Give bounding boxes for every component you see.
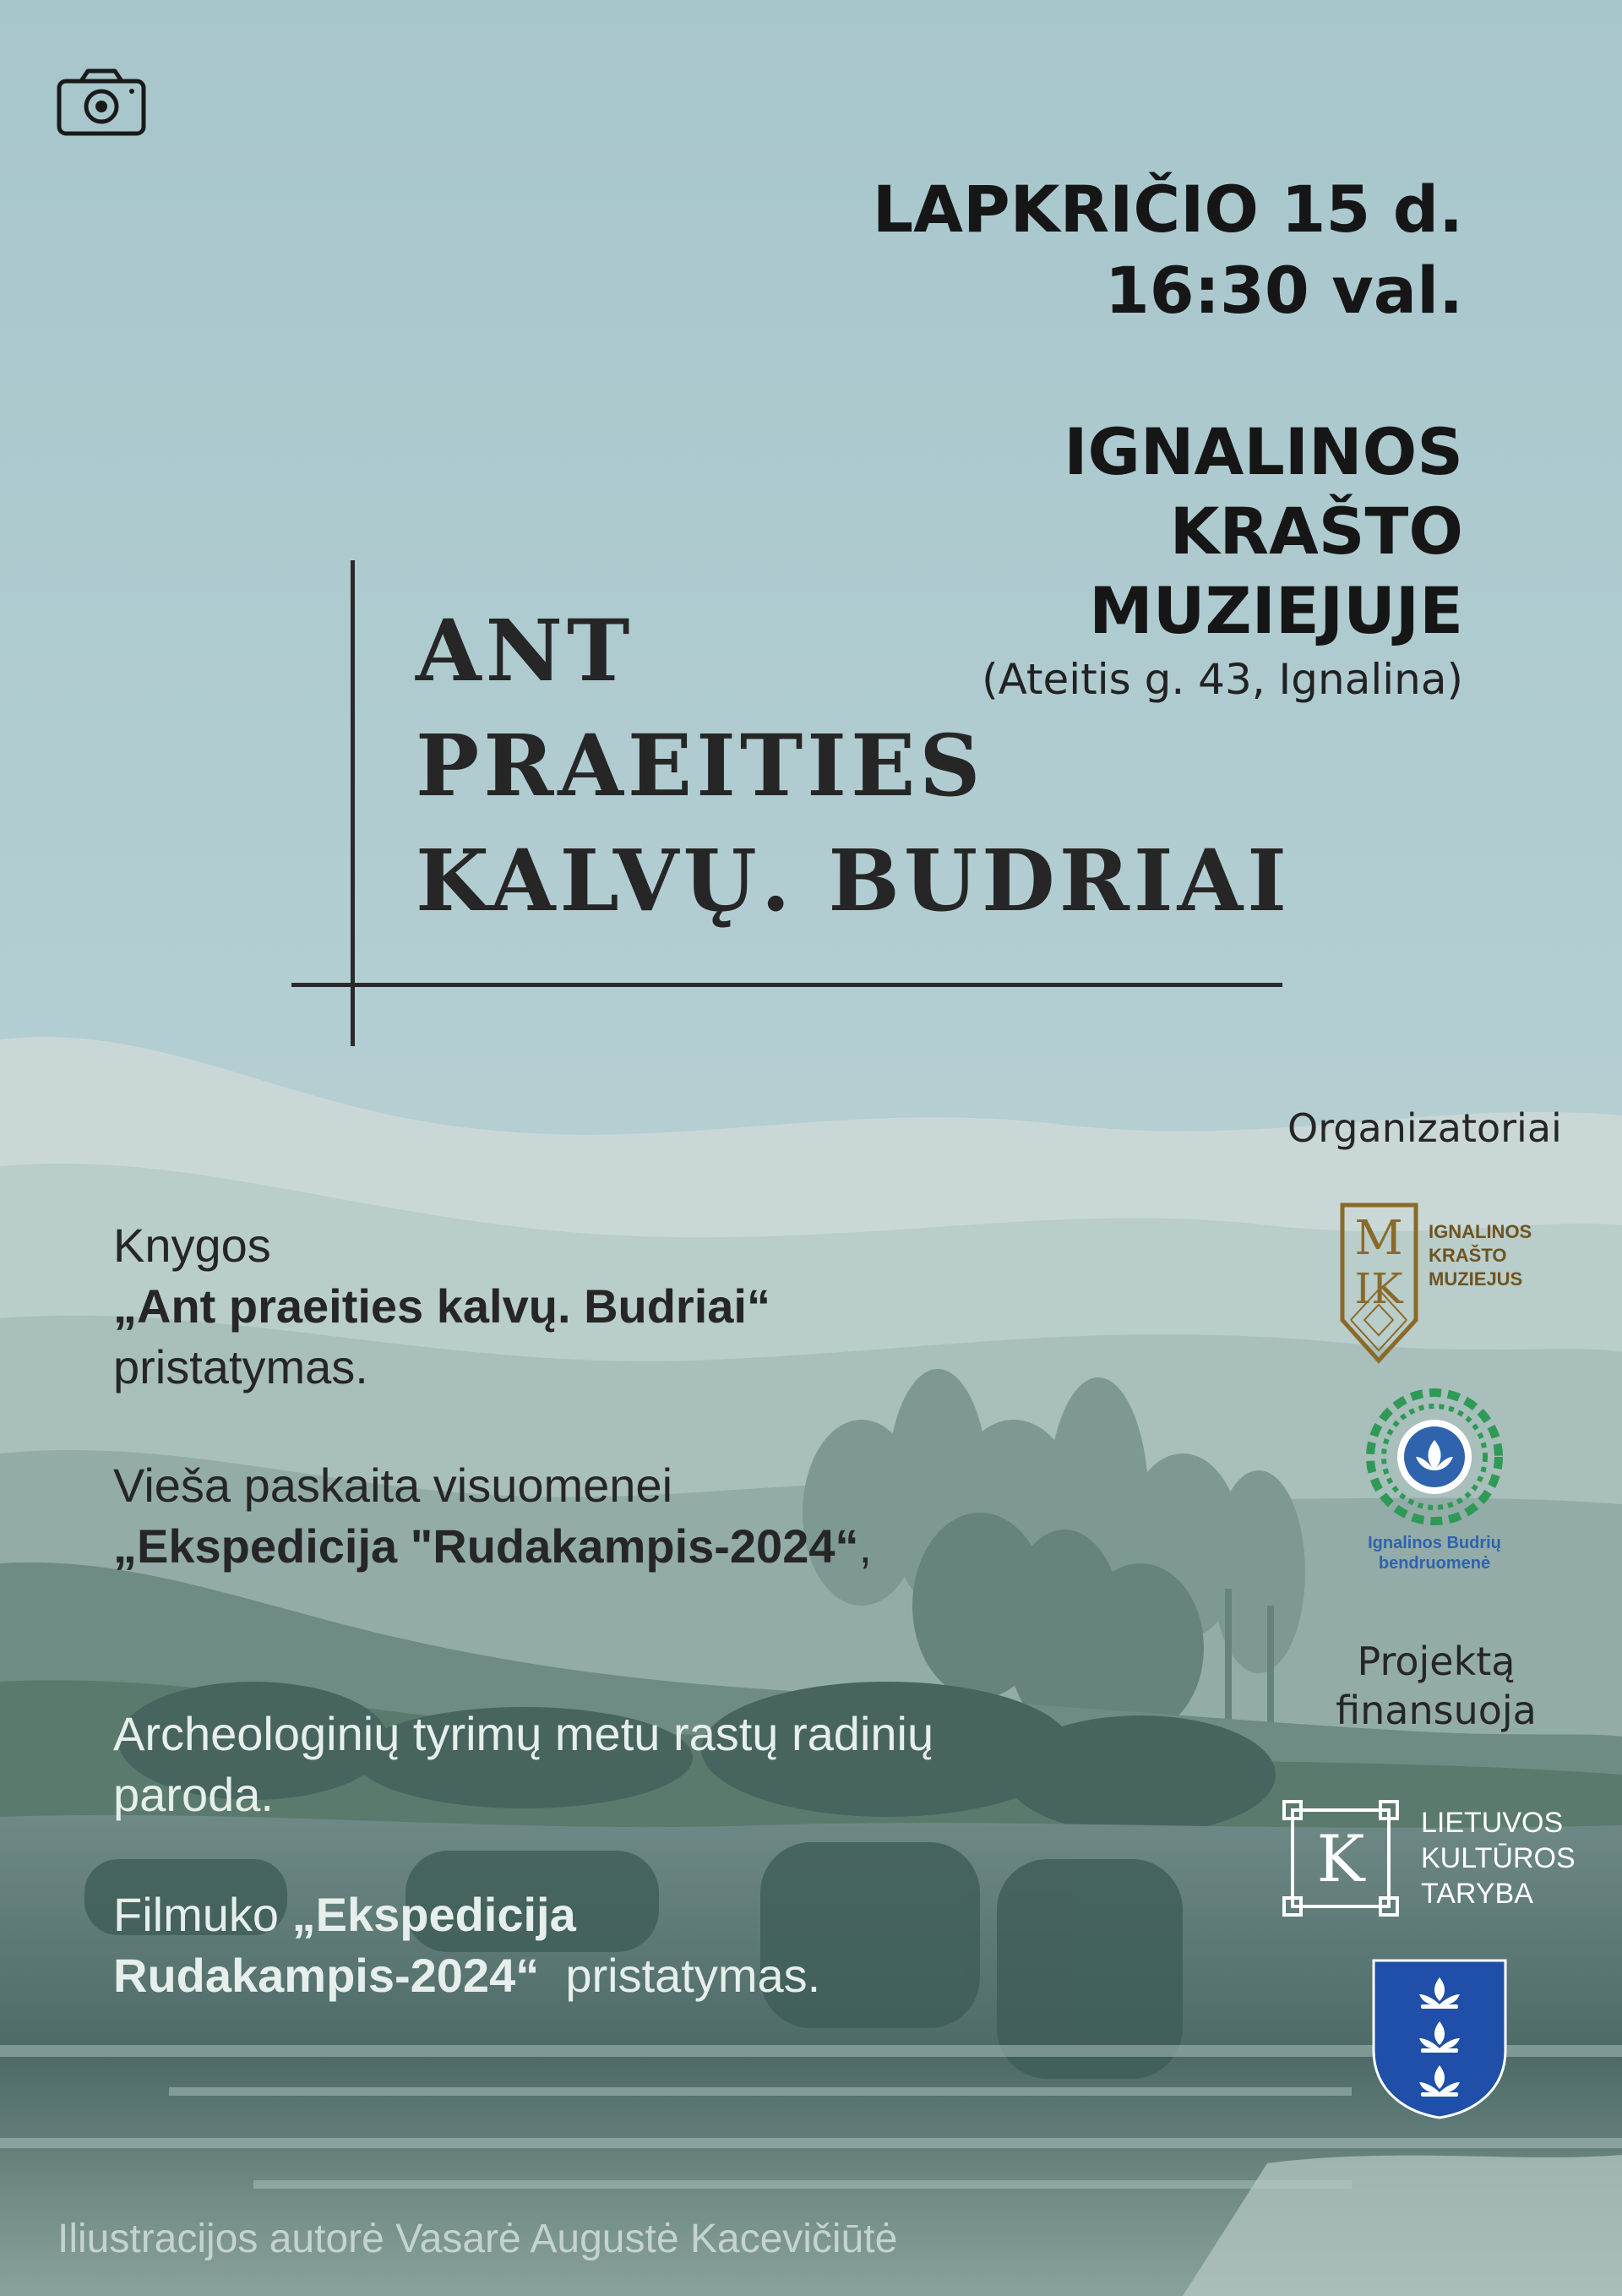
film-title-line: Rudakampis-2024“ (113, 1949, 540, 2002)
venue-address: (Ateitis g. 43, Ignalina) (982, 655, 1463, 704)
book-end: pristatymas. (113, 1340, 368, 1393)
book-title (416, 593, 1291, 938)
book-title-quote: „Ant praeities kalvų. Budriai“ (113, 1279, 770, 1333)
museum-logo-icon (1339, 1202, 1419, 1364)
film-end (539, 1949, 820, 2002)
funding-heading (1293, 1637, 1580, 1735)
community-name (1352, 1533, 1517, 1573)
title-vertical-rule (351, 560, 355, 1046)
lecture-end: , (858, 1519, 873, 1573)
exhibit-line: Archeologinių tyrimų metu rastų radinių (113, 1707, 934, 1760)
lecture-title: „Ekspedicija "Rudakampis-2024“ (113, 1519, 859, 1573)
program-lecture (113, 1455, 872, 1577)
organizers-heading: Organizatoriai (1287, 1105, 1562, 1151)
book-intro: Knygos (113, 1219, 271, 1272)
culture-council-logo-icon (1281, 1798, 1401, 1918)
venue-line: KRAŠTO (1169, 494, 1463, 569)
film-intro: Filmuko (113, 1888, 292, 1941)
venue-line: MUZIEJUJE (1089, 573, 1463, 648)
title-horizontal-rule (291, 983, 1282, 987)
council-name-line: KULTŪROS (1421, 1842, 1576, 1874)
council-name-line: TARYBA (1421, 1878, 1533, 1910)
community-name-line: Ignalinos Budrių (1368, 1534, 1501, 1552)
camera-icon (56, 66, 147, 137)
venue-line: IGNALINOS (1064, 414, 1463, 489)
lecture-intro: Vieša paskaita visuomenei (113, 1459, 673, 1512)
event-datetime (873, 169, 1463, 331)
title-line: ANT (416, 601, 634, 701)
film-end-text: pristatymas. (565, 1949, 821, 2002)
museum-name-line: KRAŠTO (1429, 1245, 1507, 1266)
council-name-line: LIETUVOS (1421, 1807, 1564, 1839)
council-logo-letter: K (1316, 1821, 1365, 1896)
culture-council-name (1421, 1805, 1576, 1912)
funding-heading-line: finansuoja (1336, 1688, 1537, 1733)
museum-logo-letters-top: M (1354, 1211, 1403, 1266)
museum-logo-letters-bottom: IK (1354, 1264, 1403, 1313)
illustration-credit: Iliustracijos autorė Vasarė Augustė Kacevičiūtė (57, 2217, 898, 2261)
program-exhibition (113, 1704, 933, 1825)
community-name-line: bendruomenė (1378, 1554, 1491, 1573)
museum-name-line: MUZIEJUS (1429, 1268, 1523, 1290)
event-time: 16:30 val. (1104, 253, 1463, 328)
community-logo-icon (1363, 1386, 1505, 1528)
exhibit-line: paroda. (113, 1768, 274, 1821)
funding-heading-line: Projektą (1357, 1639, 1516, 1684)
title-line: PRAEITIES (416, 716, 985, 815)
coat-of-arms-icon (1370, 1957, 1509, 2119)
museum-name-line: IGNALINOS (1429, 1221, 1532, 1242)
program-book (113, 1215, 770, 1398)
title-line: KALVŲ. BUDRIAI (416, 831, 1292, 930)
event-date: LAPKRIČIO 15 d. (872, 172, 1463, 247)
film-title-line: „Ekspedicija (291, 1888, 576, 1941)
museum-name (1429, 1220, 1532, 1291)
program-film (113, 1884, 820, 2006)
